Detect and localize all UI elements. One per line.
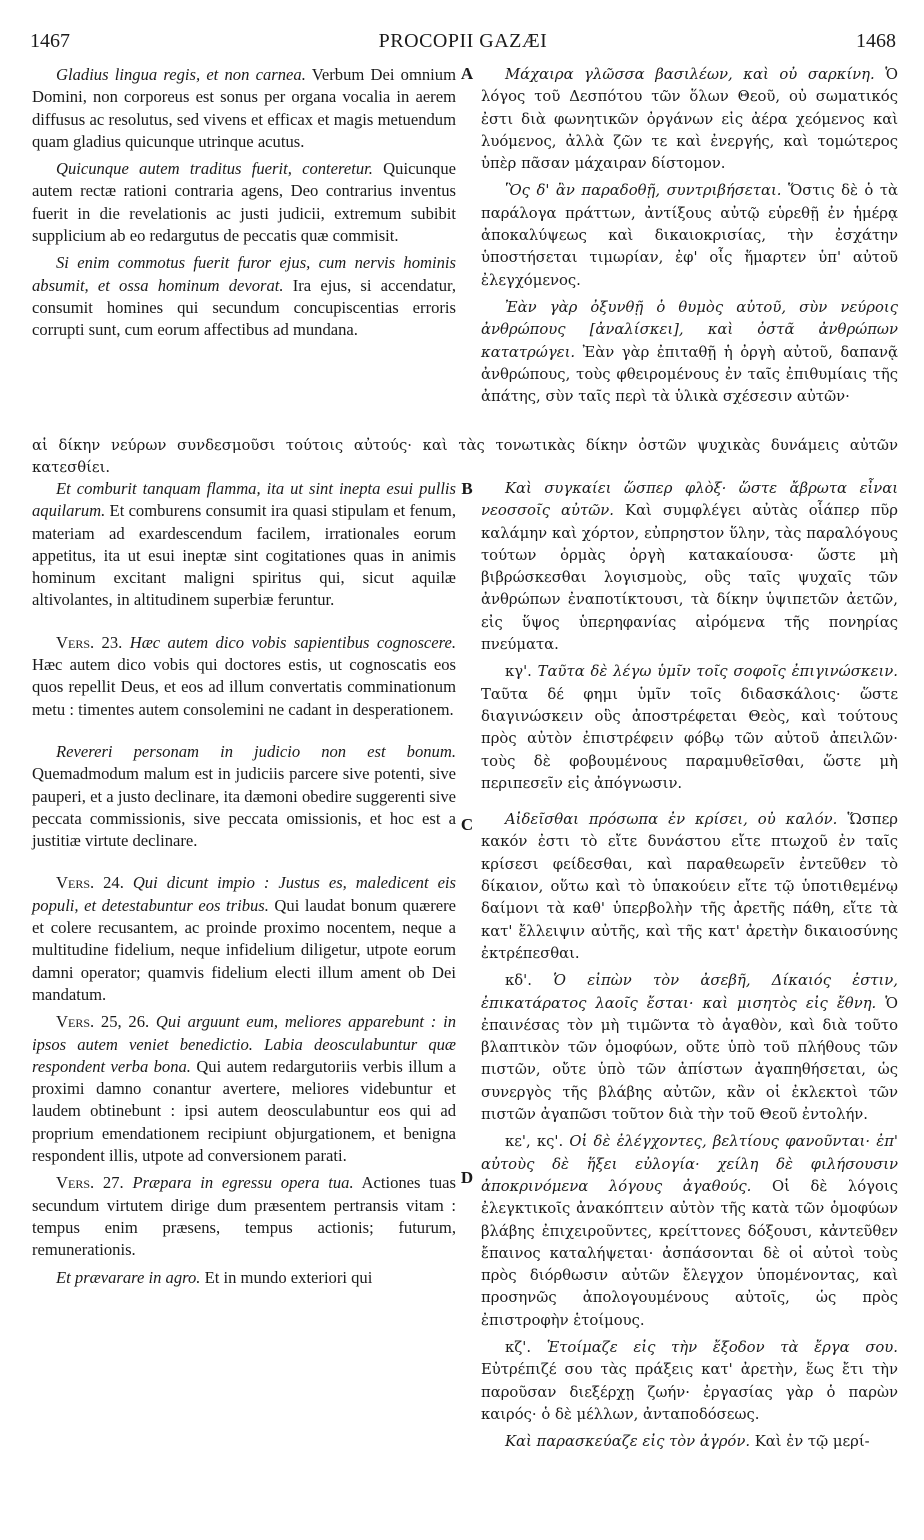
greek-lemma: Καὶ συγκαίει ὥσπερ φλὸξ· ὥστε ἄβρωτα εἶναι νεοσσοῖς αὐτῶν. (481, 480, 898, 520)
greek-column-continued (481, 478, 898, 1458)
verse-number: Vers. 24. (56, 873, 124, 893)
latin-paragraph (32, 1011, 456, 1167)
latin-paragraph (32, 64, 456, 153)
greek-commentary: Οἱ δὲ λόγοις ἐλεγκτικοῖς ἀνακόπτειν αὐτὸν τῆς κατὰ τῶν ὁμοφύων βλάβης ἐπιχειροῦντες, κρείττονες δόξουσι, κἀντεῦθεν ἔπαινος καταλήψεται· ἀσπάσονται δὲ οἱ αὐτοὶ τοὺς πρὸς διόρθωσιν αὐτῶν ἔλεγχον ὑπομένοντας, καὶ προσηνῶς ἀπολογουμένους αὐτοῖς, ὡς πρὸς ἐπιστροφὴν ἑτοίμους. (481, 1177, 898, 1329)
greek-lemma: Μάχαιρα γλῶσσα βασιλέων, καὶ οὐ σαρκίνη. (505, 66, 875, 83)
latin-lemma: Qui dicunt impio : Justus es, maledicent eis populi, et detestabuntur eos tribus. (32, 873, 456, 915)
latin-paragraph (32, 872, 456, 1006)
greek-paragraph (481, 661, 898, 795)
verse-number: κζ'. (505, 1338, 532, 1356)
latin-commentary: Et comburens consumit ira quasi stipulam et fenum, materiam ad exardescendum facilem, irrationales eorum appetitus, ita ut esui ineptæ sint cogitationes quas in animis hominum excitant maligni spiritus qui, sicut aquilæ altivolantes, in altitudinem superbiæ feruntur. (32, 501, 456, 610)
latin-lemma: Gladius lingua regis, et non carnea. (56, 65, 306, 84)
latin-paragraph (32, 1267, 456, 1289)
greek-paragraph (481, 970, 898, 1126)
verse-number: κε', κς'. (505, 1133, 564, 1151)
section-marker-b: B (461, 479, 473, 498)
greek-paragraph (481, 180, 898, 291)
latin-paragraph (32, 632, 456, 721)
greek-lemma: Οἱ δὲ ἐλέγχοντες, βελτίους φανοῦνται· ἐπ' αὐτοὺς δὲ ἥξει εὐλογία· χείλη δὲ φιλήσουσιν ἀποκρινόμενα λόγους ἀγαθούς. (481, 1133, 898, 1195)
greek-commentary: Καὶ συμφλέγει αὐτὰς οἷάπερ πῦρ καλάμην καὶ χόρτον, εὐπρηστον ὕλην, τὰς παραλόγους τούτων ὁρμὰς ὀργὴ κατακαίουσα· ὥστε μὴ βιβρώσκεσθαι λογισμοὺς, οὓς ταῖς ψυχαῖς τῶν ἀνθρώπων ἐναποτίκτουσι, τὰ δίκην ὑψιπετῶν ἀετῶν, εἰς ὕψος ὑπερηφανίας αἰρόμενα τῆς πονηρίας πνεύματα. (481, 502, 898, 654)
greek-commentary: Καὶ ἐν τῷ μερί- (750, 1433, 870, 1451)
latin-commentary: Qui laudat bonum quærere et colere recusantem, ac proinde proximo nocentem, neque a multitudine fidelium, neque infidelium diligetur, utpote eorum damni operator; quamvis fidelium electi illum ament ob Dei mandatum. (32, 895, 456, 1004)
greek-lemma: Ὁ εἰπὼν τὸν ἀσεβῆ, Δίκαιός ἐστιν, ἐπικατάρατος λαοῖς ἔσται· καὶ μισητὸς εἰς ἔθνη. (481, 972, 898, 1012)
latin-commentary: Qui autem redargutoriis verbis illum a proximi damno conantur avertere, meliores videbuntur et laudem obtinebunt : ipsi autem deosculabuntur eos qui ad proprium emendationem recipiunt objurgationem, et benigna respondent illis, utpote ad conversionem parati. (32, 1056, 456, 1166)
greek-lemma: Ἑτοίμαζε εἰς τὴν ἔξοδον τὰ ἔργα σου. (531, 1338, 898, 1356)
greek-column (481, 64, 898, 413)
greek-paragraph (481, 1131, 898, 1332)
latin-commentary: Ira ejus, si accendatur, consumit homines qui secundum concupiscentias erroris corrupti sunt, cum eorum affectibus ad mundana. (32, 275, 456, 340)
latin-paragraph (32, 252, 456, 341)
latin-lemma: Qui arguunt eum, meliores apparebunt : in ipsos autem veniet benedictio. Labia deosculabuntur quæ respondent verba bona. (32, 1012, 456, 1076)
latin-paragraph (32, 741, 456, 852)
running-title: PROCOPII GAZÆI (378, 30, 548, 52)
latin-commentary: Quicunque autem rectæ rationi contraria agens, Deo contrarius inventus fuerit in die revelationis ac justi judicii, extremum subibit supplicium ab eo redargutus de peccatis quæ commisit. (32, 159, 456, 246)
verse-number: Vers. 27. (56, 1173, 124, 1193)
greek-commentary: Ὥσπερ κακόν ἐστι τὸ εἴτε δυνάστου εἴτε πτωχοῦ ἐν ταῖς κρίσεσι φείδεσθαι, καὶ παραθεωρεῖν ἐντεῦθεν τὸ δίκαιον, οὕτω καὶ τὸ ὑπακούειν εἴτε τῷ ὑποτιθεμένῳ δαίμονι τὰ καθ' ὑπερβολὴν τῆς ἀρετῆς πάθη, εἴτε τὰ κατ' ἔλλειψιν αὐτῆς, καὶ τῆς κατ' ἀρετὴν δικαιοσύνης ἐκτρέπεσθαι. (481, 811, 898, 962)
section-marker-d: D (460, 1168, 474, 1187)
verse-number: κδ'. (505, 972, 532, 990)
verse-number: Vers. 25, 26. (56, 1012, 150, 1032)
latin-lemma: Quicunque autem traditus fuerit, conteretur. (56, 159, 373, 179)
greek-paragraph (481, 1431, 898, 1453)
greek-paragraph (481, 64, 898, 175)
latin-lemma: Et comburit tanquam flamma, ita ut sint inepta esui pullis aquilarum. (32, 479, 456, 521)
latin-paragraph (32, 478, 456, 612)
page-header (30, 30, 896, 56)
latin-commentary: Et in mundo exteriori qui (200, 1267, 373, 1287)
latin-lemma: Hæc autem dico vobis sapientibus cognoscere. (122, 632, 456, 652)
greek-paragraph (481, 1337, 898, 1426)
greek-lemma: Καὶ παρασκεύαζε εἰς τὸν ἀγρόν. (505, 1433, 751, 1451)
latin-commentary: Quemadmodum malum est in judiciis parcere sive potenti, sive pauperi, et a justo declinare, ita dæmoni obedire suggerenti sive peccata commissionis, sive peccata omissionis, et hoc est a justitiæ virtute declinare. (32, 764, 456, 851)
latin-commentary: Actiones tuas secundum virtutem dirige dum præsentem pertransis vitam : tempus enim præsens, tempus actionis; futurum, remunerationis. (32, 1173, 456, 1260)
latin-lemma: Præpara in egressu opera tua. (123, 1173, 354, 1193)
greek-paragraph (481, 809, 898, 965)
latin-lemma: Si enim commotus fuerit furor ejus, cum nervis hominis absumit, et ossa hominum devorat. (32, 253, 456, 295)
section-marker-a: A (460, 64, 474, 83)
latin-commentary: Verbum Dei omnium Domini, non corporeus est sonus per organa vocalia in aerem diffusus ac resolutus, sed vivens et efficax et magis metuendum quam gladius quicunque utrinque acutus. (32, 65, 456, 151)
latin-lemma: Et prævarare in agro. (56, 1267, 201, 1287)
greek-fullwidth-line: αἱ δίκην νεύρων συνδεσμοῦσι τούτοις αὐτούς· καὶ τὰς τονωτικὰς δίκην ὀστῶν ψυχικὰς δυνάμεις αὐτῶν (32, 437, 898, 454)
latin-paragraph (32, 158, 456, 247)
latin-paragraph (32, 1172, 456, 1261)
latin-column-continued (32, 478, 456, 1294)
greek-paragraph (481, 478, 898, 656)
greek-commentary: Ταῦτα δέ φημι ὑμῖν τοῖς διδασκάλοις· ὥστε διαγινώσκειν οὓς ἀποστρέφεται Θεὸς, καὶ τούτους πρὸς αὐτὸν ἐπιστρέφειν φόβῳ τῶν αὐτοῦ ἀπειλῶν· τοὺς δὲ φοβουμένους παραμυθεῖσθαι, ὥστε μὴ περιπεσεῖν εἰς ἀπόγνωσιν. (481, 685, 898, 792)
greek-commentary: Εὐτρέπιζέ σου τὰς πράξεις κατ' ἀρετὴν, ἕως ἔτι τὴν παροῦσαν διεξέρχῃ ζωήν· ἐργασίας γὰρ ὁ παρὼν καιρός· ὁ δὲ μέλλων, ἀνταποδόσεως. (481, 1361, 898, 1423)
section-marker-c: C (460, 815, 474, 834)
greek-commentary: Ἐὰν γὰρ ἐπιταθῇ ἡ ὀργὴ αὐτοῦ, δαπανᾷ ἀνθρώπους, τοὺς φθειρομένους ἐν ταῖς ἐπιθυμίαις τῆς ἀπάτης, σὺν ταῖς περὶ τὰ ὑλικὰ σχέσεσιν αὐτῶν· (481, 343, 898, 406)
greek-commentary: Ὅστις δὲ ὁ τὰ παράλογα πράττων, ἀντίξους αὐτῷ εὑρεθῇ ἐν ἡμέρᾳ ἀποκαλύψεως καὶ δικαιοκρισίας, τὴν ἐσχάτην ὑποστήσεται τιμωρίαν, ἐφ' οἷς ἥμαρτεν ὑπ' αὐτοῦ ἐλεγχόμενος. (481, 182, 899, 289)
greek-lemma: Ταῦτα δὲ λέγω ὑμῖν τοῖς σοφοῖς ἐπιγινώσκειν. (531, 663, 898, 681)
latin-column (32, 64, 456, 347)
greek-commentary: Ὁ λόγος τοῦ Δεσπότου τῶν ὅλων Θεοῦ, οὐ σωματικός ἐστι διὰ φωνητικῶν ὀργάνων εἰς ἀέρα χεόμενος καὶ λυόμενος, ἀλλὰ ζῶν τε καὶ ἐνεργής, καὶ τομώτερος ὑπὲρ πᾶσαν μάχαιραν δίστομον. (481, 66, 899, 173)
greek-fullwidth-tail: κατεσθίει. (32, 459, 111, 476)
greek-commentary: Ὁ ἐπαινέσας τὸν μὴ τιμῶντα τὸ ἀγαθὸν, καὶ διὰ τοῦτο βλαπτικὸν τῶν ὁμοφύων, οὔτε ὑπὸ τοῦ πλήθους τῶν πιστῶν, οὔτε ὑπὸ τῶν ἀπίστων ἀγαπηθήσεται, ὡς συνεργὸς τῆς βλάβης αὐτῶν, κἂν οἱ ἐκλεκτοὶ τῶν πιστῶν ἀγαπῶσι τοῦτον διὰ τὴν τοῦ Θεοῦ ἐντολήν. (481, 994, 899, 1124)
greek-lemma: Ὃς δ' ἂν παραδοθῇ, συντριβήσεται. (505, 182, 782, 200)
page-number-right: 1468 (856, 30, 896, 52)
verse-number: κγ'. (505, 663, 532, 681)
page-number-left: 1467 (30, 30, 70, 52)
latin-commentary: Hæc autem dico vobis qui doctores estis, ut cognoscatis eos quos repellit Deus, et eos ad illum convertatis comminationum metu : timentes autem consolemini ne cadant in desperationem. (32, 655, 456, 719)
verse-number: Vers. 23. (56, 632, 123, 652)
latin-lemma: Revereri personam in judicio non est bonum. (56, 741, 456, 761)
greek-lemma: Ἐὰν γὰρ ὀξυνθῇ ὁ θυμὸς αὐτοῦ, σὺν νεύροις ἀνθρώπους [ἀναλίσκει], καὶ ὀστᾶ ἀνθρώπων κατατρώγει. (481, 298, 898, 361)
greek-paragraph (481, 297, 898, 408)
greek-lemma: Αἰδεῖσθαι πρόσωπα ἐν κρίσει, οὐ καλόν. (505, 811, 838, 829)
